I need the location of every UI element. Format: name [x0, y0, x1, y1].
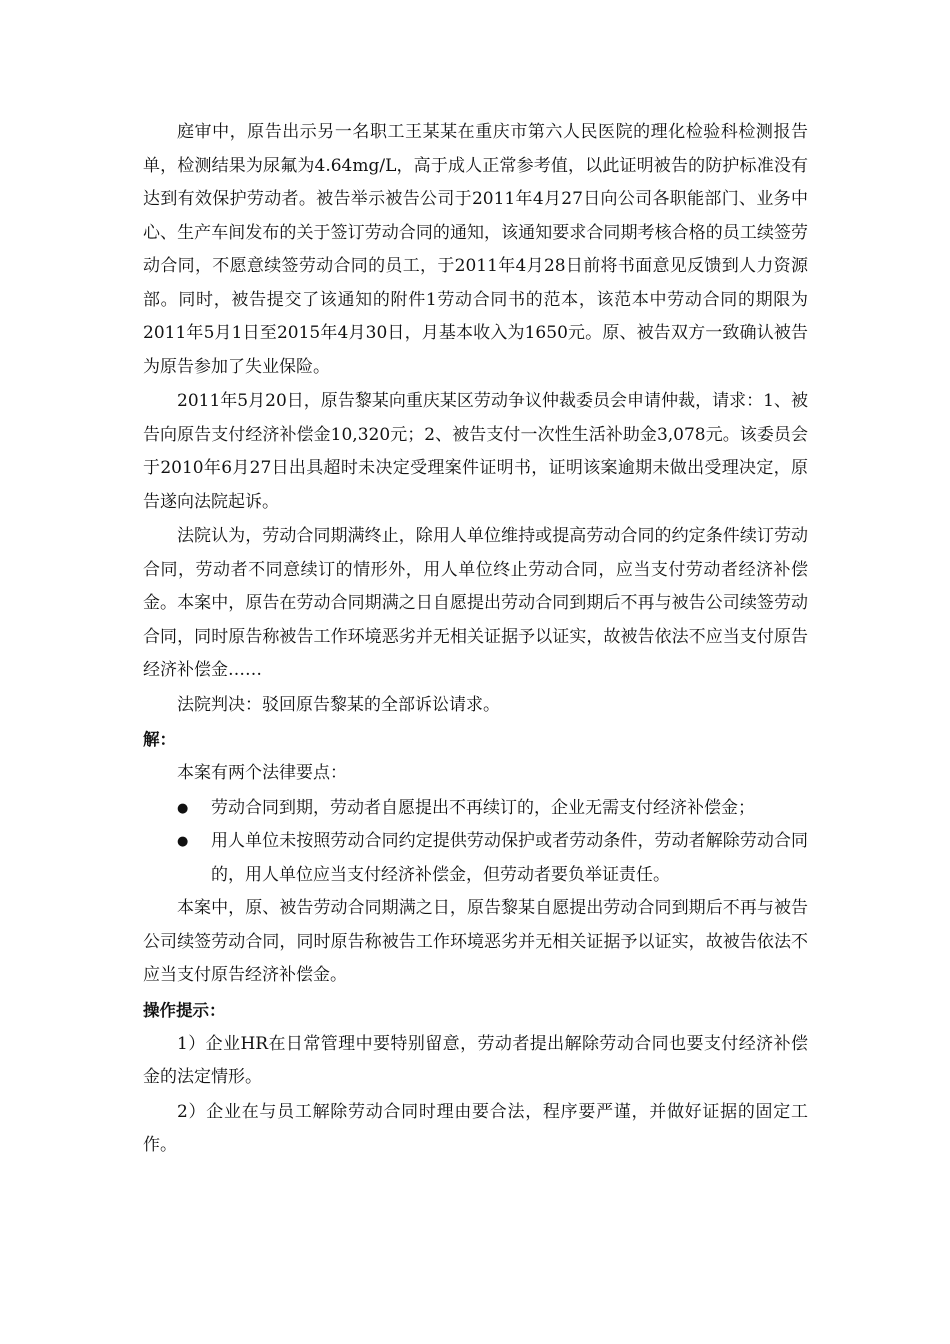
bullet-icon: ●	[177, 834, 189, 849]
paragraph-tip-2: 2）企业在与员工解除劳动合同时理由要合法，程序要严谨，并做好证据的固定工作。	[143, 1101, 808, 1155]
list-item-text: 劳动合同到期，劳动者自愿提出不再续订的，企业无需支付经济补偿金；	[211, 797, 755, 818]
bullet-icon: ●	[177, 800, 189, 816]
paragraph-arbitration: 2011年5月20日，原告黎某向重庆某区劳动争议仲裁委员会申请仲裁，请求：1、被告向原告支付经济补偿金10,320元；2、被告支付一次性生活补助金3,078元。该委员会于2010年6月27日出具超时未决定受理案件证明书，证明该案逾期未做出受理决定，原告遂向法院起诉。	[143, 391, 808, 512]
legal-points-list	[143, 792, 808, 893]
paragraph-court-judgment: 法院判决：驳回原告黎某的全部诉讼请求。	[177, 694, 500, 715]
list-item-text: 用人单位未按照劳动合同约定提供劳动保护或者劳动条件，劳动者解除劳动合同的，用人单位应当支付经济补偿金，但劳动者要负举证责任。	[211, 831, 808, 885]
paragraph-court-opinion: 法院认为，劳动合同期满终止，除用人单位维持或提高劳动合同的约定条件续订劳动合同，劳动者不同意续订的情形外，用人单位终止劳动合同，应当支付劳动者经济补偿金。本案中，原告在劳动合同期满之日自愿提出劳动合同到期后不再与被告公司续签劳动合同，同时原告称被告工作环境恶劣并无相关证据予以证实，故被告依法不应当支付原告经济补偿金……	[143, 526, 808, 680]
list-item	[143, 825, 808, 892]
paragraph-solution-intro: 本案有两个法律要点：	[177, 763, 347, 783]
document-body	[143, 116, 808, 1164]
paragraph-tip-1: 1）企业HR在日常管理中要特别留意，劳动者提出解除劳动合同也要支付经济补偿金的法定情形。	[143, 1033, 808, 1087]
heading-operation-tips: 操作提示：	[143, 1000, 226, 1020]
list-item	[143, 792, 808, 826]
paragraph-solution-conclusion: 本案中，原、被告劳动合同期满之日，原告黎某自愿提出劳动合同到期后不再与被告公司续签劳动合同，同时原告称被告工作环境恶劣并无相关证据予以证实，故被告依法不应当支付原告经济补偿金。	[143, 898, 808, 985]
paragraph-court-hearing: 庭审中，原告出示另一名职工王某某在重庆市第六人民医院的理化检验科检测报告单，检测结果为尿氟为4.64mg/L，高于成人正常参考值，以此证明被告的防护标准没有达到有效保护劳动者。被告举示被告公司于2011年4月27日向公司各职能部门、业务中心、生产车间发布的关于签订劳动合同的通知，该通知要求合同期考核合格的员工续签劳动合同，不愿意续签劳动合同的员工，于2011年4月28日前将书面意见反馈到人力资源部。同时，被告提交了该通知的附件1劳动合同书的范本，该范本中劳动合同的期限为2011年5月1日至2015年4月30日，月基本收入为1650元。原、被告双方一致确认被告为原告参加了失业保险。	[143, 122, 808, 377]
heading-solution: 解：	[143, 730, 176, 749]
